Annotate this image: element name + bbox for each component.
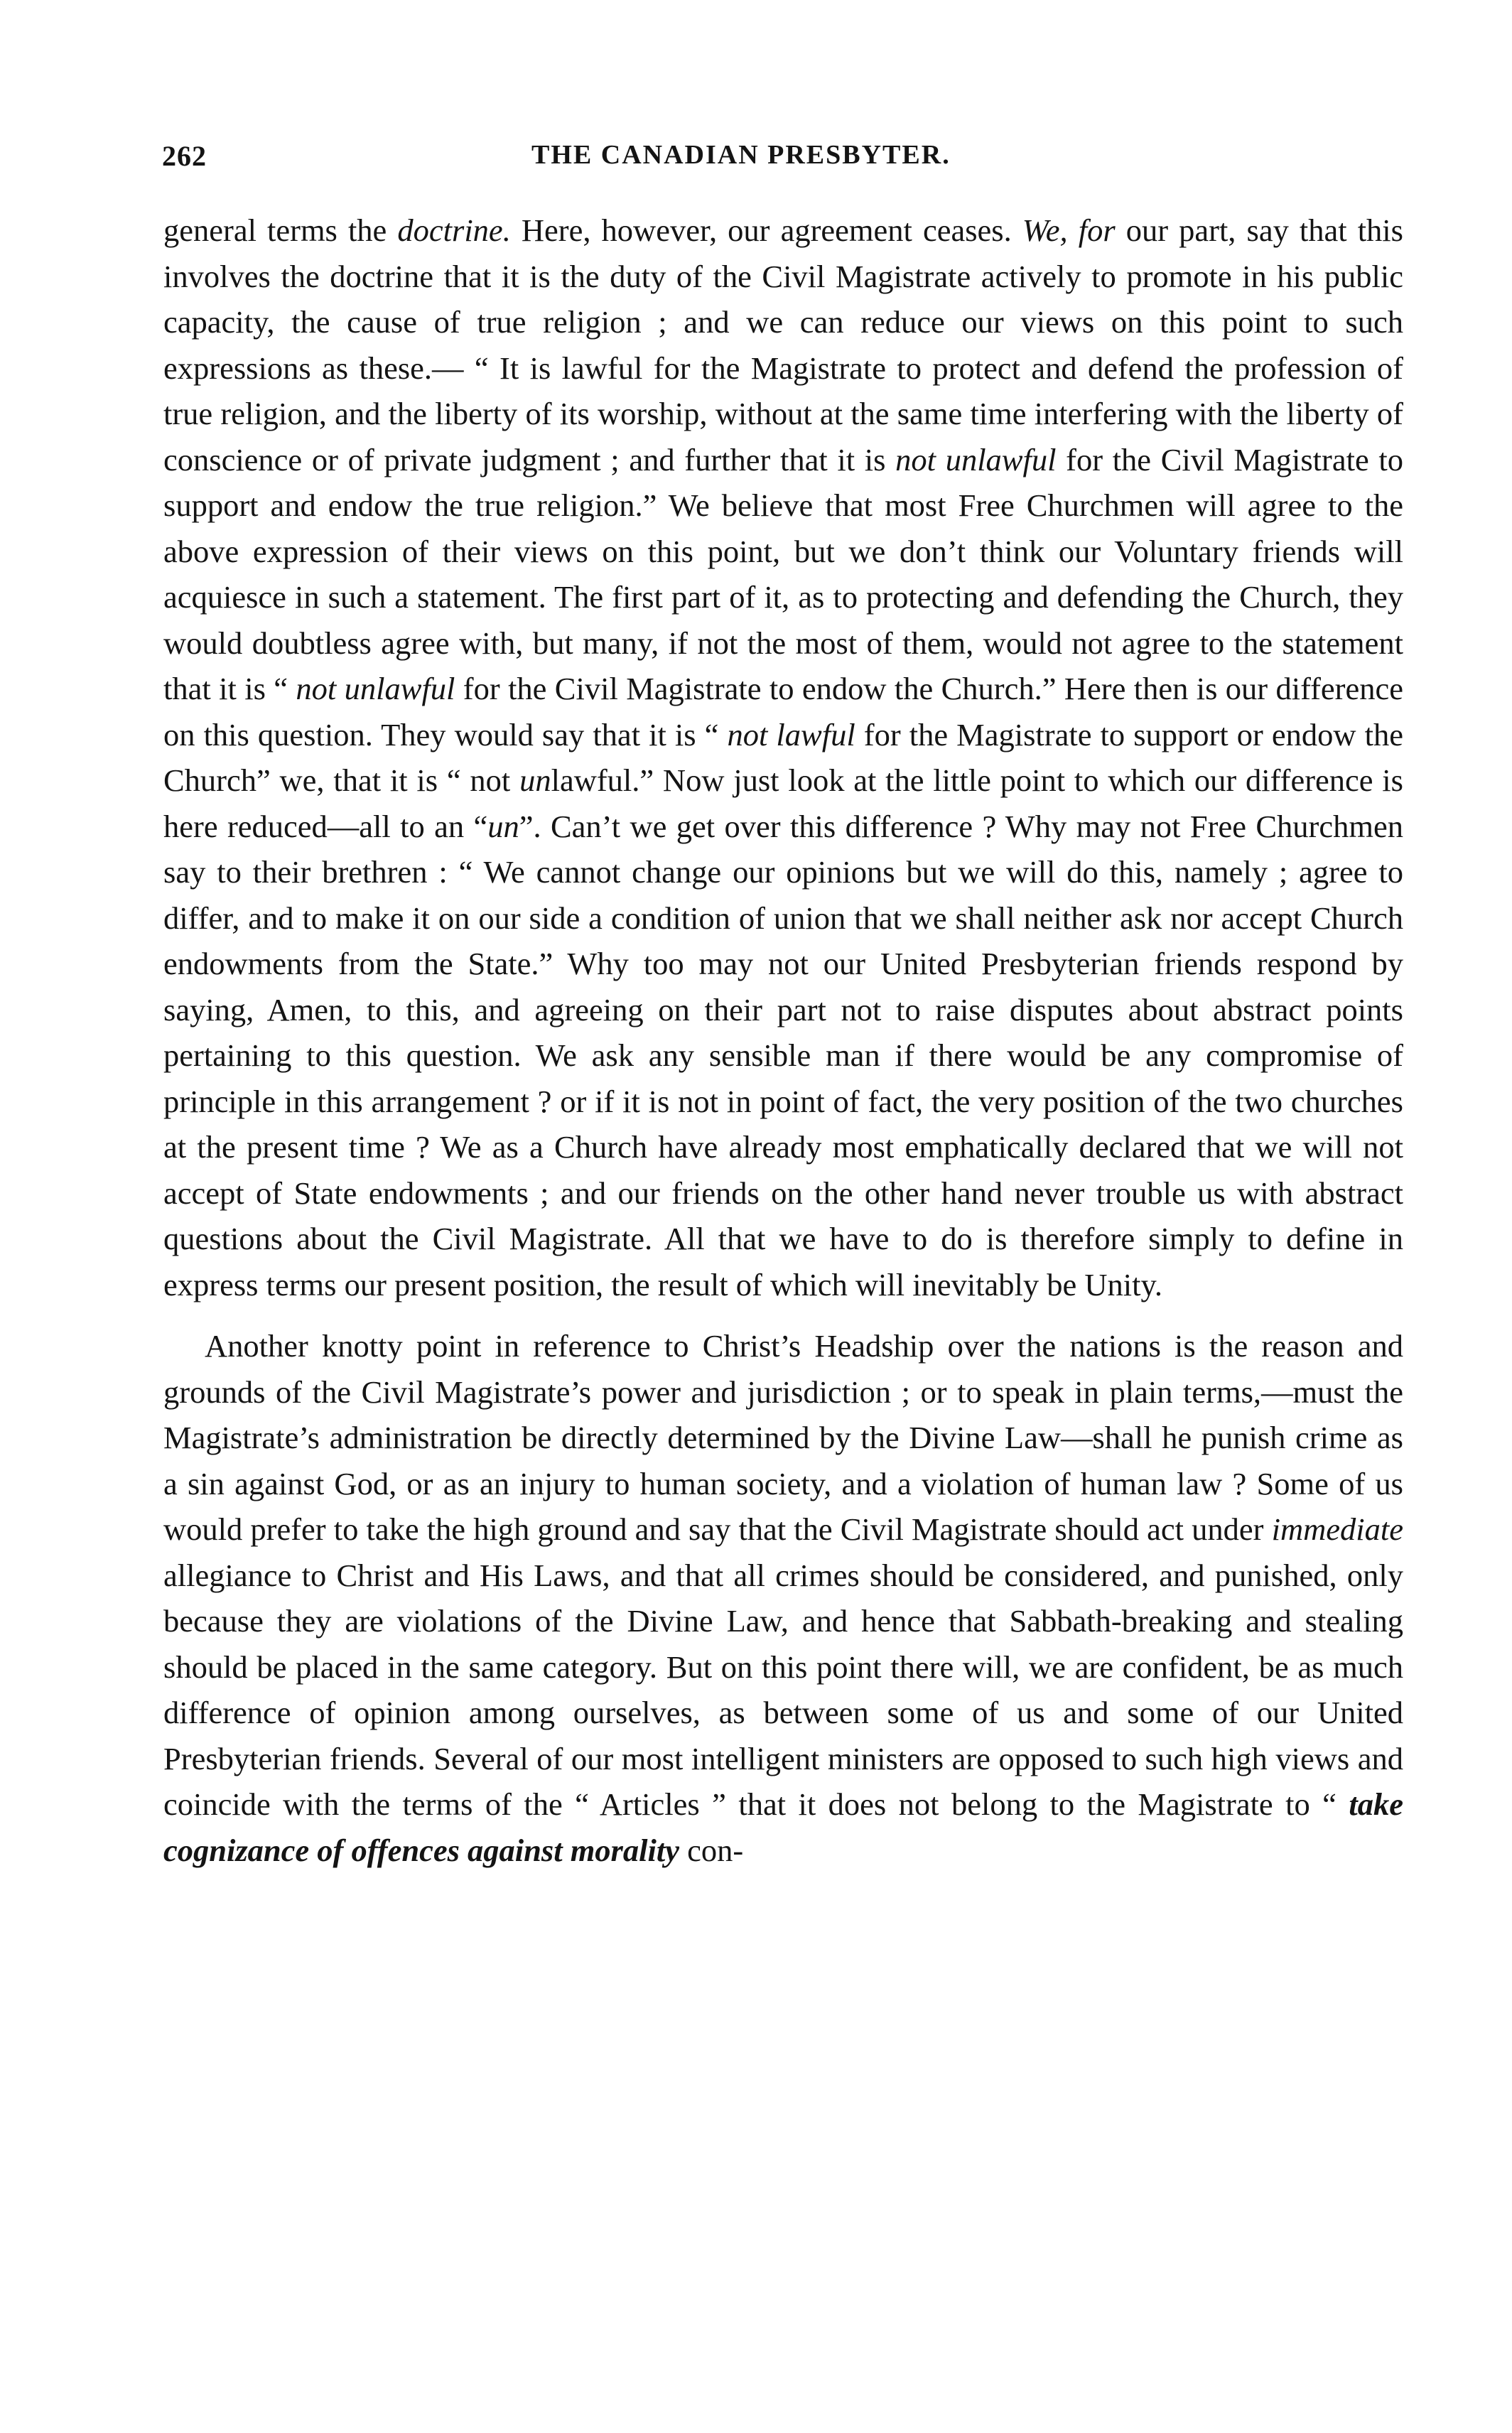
page-header <box>162 139 1398 182</box>
italic-text: not unlawful <box>296 671 455 706</box>
body-text-run: general terms the <box>163 212 398 248</box>
body-text-run: our part, say that this involves the doctrine that it is the duty of the Civil Magistrate actively to promote in his public capacity, the cause of true religion ; and we can reduce our views on this point to such expressions as these.— “ It is lawful for the Magistrate to protect and defend the profession of true religion, and the liberty of its worship, without at the same time interfering with the liberty of conscience or of private judgment ; and further that it is <box>163 212 1403 478</box>
emphasis-text: take cognizance of offences against morality <box>163 1786 1403 1868</box>
body-text-run: for the Civil Magistrate to support and endow the true religion.” We believe that most Free Churchmen will agree to the above expression of their views on this point, but we don’t think our Voluntary friends will acquiesce in such a statement. The first part of it, as to protecting and defending the Church, they would doubtless agree with, but many, if not the most of them, would not agree to the statement that it is “ <box>163 441 1404 706</box>
page-number: 262 <box>162 140 207 172</box>
body-text <box>163 207 1403 1873</box>
body-text-run: Another knotty point in reference to Christ’s Headship over the nations is the reason and grounds of the Civil Magistrate’s power and jurisdiction ; or to speak in plain terms,—must the Magistrate’s administration be directly determined by the Divine Law—shall he punish crime as a sin against God, or as an injury to human society, and a violation of human law ? Some of us would prefer to take the high ground and say that the Civil Magistrate should act under <box>163 1328 1403 1547</box>
italic-text: un <box>519 762 551 798</box>
paragraph-2 <box>163 1323 1403 1873</box>
body-text-run: con- <box>679 1832 744 1868</box>
running-title: THE CANADIAN PRESBYTER. <box>531 140 951 170</box>
body-text-run: lawful.” Now just look at the little point to which our difference is here reduced—all to an “ <box>163 762 1403 844</box>
body-text-run: allegiance to Christ and His Laws, and that all crimes should be considered, and punished, only because they are violations of the Divine Law, and hence that Sabbath-breaking and stealing should be placed in the same category. But on this point there will, we are confident, be as much difference of opinion among ourselves, as between some of us and some of our United Presbyterian friends. Several of our most intelligent ministers are opposed to such high views and coincide with the terms of the “ Articles ” that it does not belong to the Magistrate to “ <box>163 1557 1403 1822</box>
italic-text: un <box>487 808 519 844</box>
italic-text: We, for <box>1022 212 1116 248</box>
italic-text: not unlawful <box>895 441 1057 478</box>
body-text-run: for the Civil Magistrate to endow the Church.” Here then is our difference on this question. They would say that it is “ <box>163 671 1403 752</box>
body-text-run: ”. Can’t we get over this difference ? Why may not Free Churchmen say to their brethren : “ We cannot change our opinions but we will do this, namely ; agree to differ, and to make it on our side a condition of union that we shall neither ask nor accept Church endowments from the State.” Why too may not our United Presbyterian friends respond by saying, Amen, to this, and agreeing on their part not to raise disputes about abstract points pertaining to this question. We ask any sensible man if there would be any compromise of principle in this arrangement ? or if it is not in point of fact, the very position of the two churches at the present time ? We as a Church have already most emphatically declared that we will not accept of State endowments ; and our friends on the other hand never trouble us with abstract questions about the Civil Magistrate. All that we have to do is therefore simply to define in express terms our present position, the result of which will inevitably be Unity. <box>163 808 1403 1302</box>
body-text-run: Here, however, our agreement ceases. <box>510 212 1022 248</box>
paragraph-1 <box>163 207 1403 1307</box>
italic-text: immediate <box>1271 1511 1403 1547</box>
body-text-run: for the Magistrate to support or endow the Church” we, that it is “ not <box>163 716 1403 798</box>
italic-text: not lawful <box>727 716 855 752</box>
italic-text: doctrine. <box>397 212 511 248</box>
